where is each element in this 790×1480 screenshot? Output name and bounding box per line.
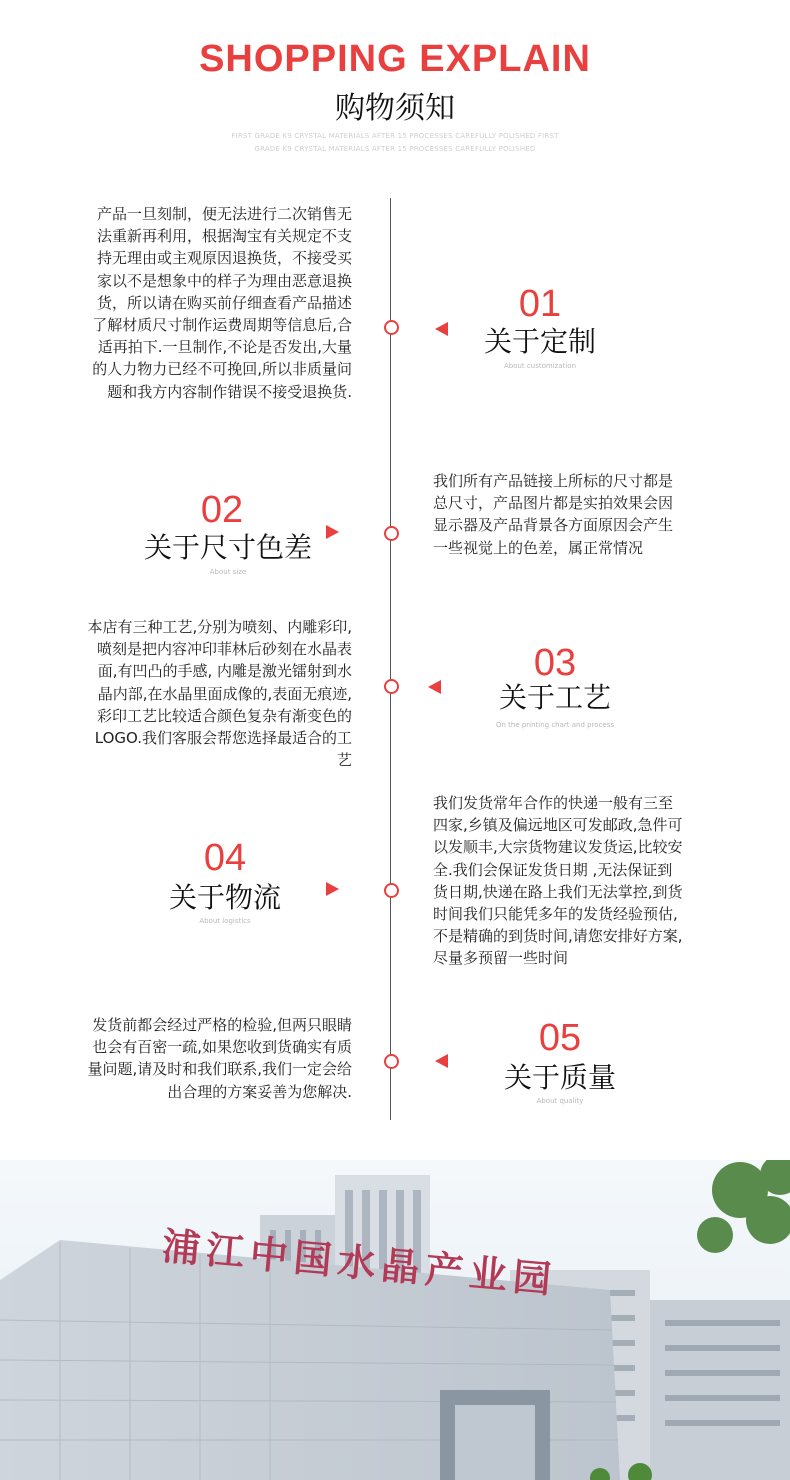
section-03-number: 03 xyxy=(533,642,577,684)
section-04-number: 04 xyxy=(203,837,247,879)
page-title-en: SHOPPING EXPLAIN xyxy=(199,38,591,80)
section-05-title: 关于质量 xyxy=(503,1061,616,1094)
timeline-dot-02 xyxy=(384,526,399,541)
section-03-title: 关于工艺 xyxy=(498,681,611,714)
section-05-number: 05 xyxy=(538,1017,582,1059)
section-02-subtitle: About size xyxy=(209,568,247,576)
timeline-dot-03 xyxy=(384,679,399,694)
section-05-text: 发货前都会经过严格的检验,但两只眼睛也会有百密一疏,如果您收到货确实有质量问题,请及时和我们联系,我们一定会给出合理的方案妥善为您解决. xyxy=(87,1016,352,1101)
page-title-cn: 购物须知 xyxy=(335,91,455,126)
section-02-number: 02 xyxy=(200,489,244,531)
arrow-right-icon xyxy=(326,525,339,539)
header-fine-print: FIRST GRADE K9 CRYSTAL MATERIALS AFTER 15 PROCESSES CAREFULLY POLISHED FIRST GRADE K9 CRYSTAL MATERIALS AFTER 15 PROCESSES CAREFULLY POLISHED xyxy=(231,132,559,153)
section-04-subtitle: About logistics xyxy=(199,917,251,925)
section-01-number: 01 xyxy=(518,283,562,325)
arrow-right-icon xyxy=(326,882,339,896)
arrow-left-icon xyxy=(435,322,448,336)
arrow-left-icon xyxy=(428,680,441,694)
section-02-title: 关于尺寸色差 xyxy=(143,531,312,564)
timeline-line xyxy=(390,198,391,1120)
section-01-text: 产品一旦刻制，便无法进行二次销售无法重新再利用，根据淘宝有关规定不支持无理由或主观原因退换货，不接受买家以不是想象中的样子为理由恶意退换货，所以请在购买前仔细查看产品描述了解材质尺寸制作运费周期等信息后,合适再拍下.一旦制作,不论是否发出,大量的人力物力已经不可挽回,所以非质量问题和我方内容制作错误不接受退换货. xyxy=(92,205,352,401)
section-03-subtitle: On the printing chart and process xyxy=(495,721,615,729)
arrow-left-icon xyxy=(435,1054,448,1068)
section-01-subtitle: About customization xyxy=(503,362,577,370)
section-05-subtitle: About quality xyxy=(536,1097,584,1105)
timeline-dot-05 xyxy=(384,1054,399,1069)
park-sign: 浦江中国水晶产业园 xyxy=(160,1222,559,1303)
section-04-title: 关于物流 xyxy=(168,881,281,914)
timeline-dot-01 xyxy=(384,320,399,335)
timeline-dot-04 xyxy=(384,883,399,898)
section-03-text: 本店有三种工艺,分别为喷刻、内雕彩印,喷刻是把内容冲印菲林后砂刻在水晶表面,有凹凸的手感, 内雕是激光镭射到水晶内部,在水晶里面成像的,表面无痕迹,彩印工艺比较适合颜色复杂有渐变色的LOGO.我们客服会帮您选择最适合的工艺 xyxy=(87,618,352,770)
section-02-text: 我们所有产品链接上所标的尺寸都是总尺寸，产品图片都是实拍效果会因显示器及产品背景各方面原因会产生一些视觉上的色差，属正常情况 xyxy=(433,472,674,557)
section-04-text: 我们发货常年合作的快递一般有三至四家,乡镇及偏远地区可发邮政,急件可以发顺丰,大宗货物建议发货运,比较安全.我们会保证发货日期 ,无法保证到货日期,快递在路上我们无法掌控,到货时间我们只能凭多年的发货经验预估,不是精确的到货时间,请您安排好方案,尽量多预留一些时间 xyxy=(433,794,683,968)
industrial-park-photo xyxy=(0,1160,790,1480)
section-01-title: 关于定制 xyxy=(483,325,596,358)
